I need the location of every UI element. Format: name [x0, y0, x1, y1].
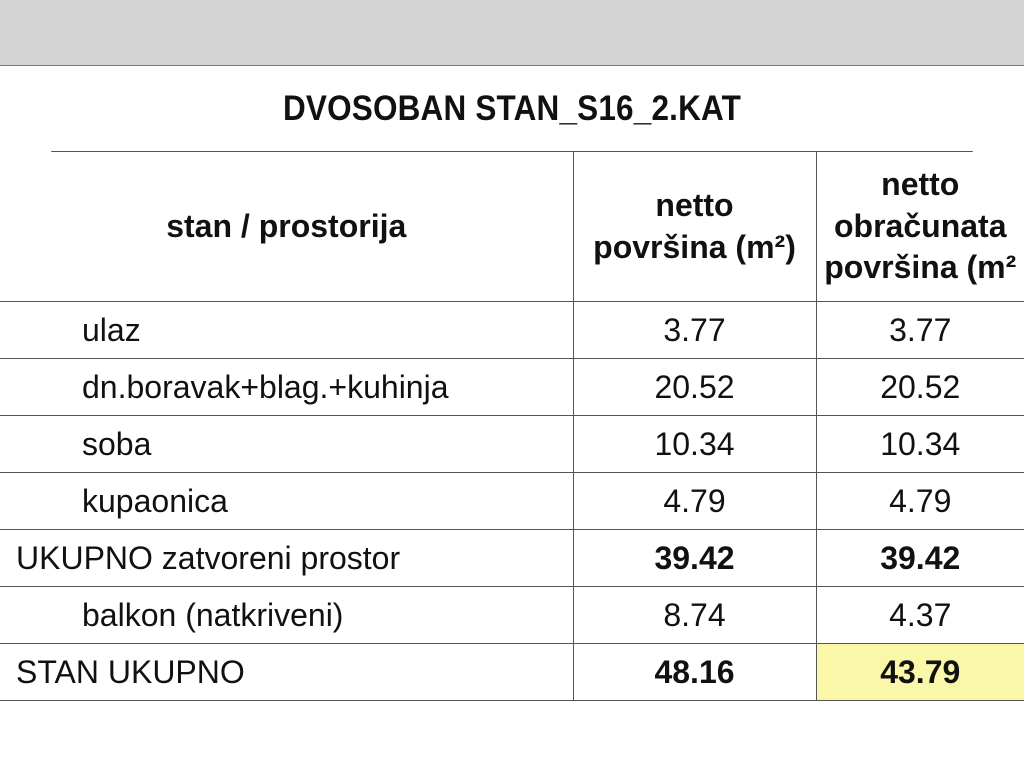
table-row — [0, 473, 1024, 530]
table-row — [0, 302, 1024, 359]
room-label: balkon (natkriveni) — [0, 587, 573, 644]
net-area-value: 3.77 — [573, 302, 816, 359]
total-label: STAN UKUPNO — [0, 644, 573, 701]
net-calc-area-value: 20.52 — [816, 359, 1024, 416]
table-row — [0, 416, 1024, 473]
room-label: ulaz — [0, 302, 573, 359]
net-calc-area-value: 4.37 — [816, 587, 1024, 644]
net-area-value: 20.52 — [573, 359, 816, 416]
area-sheet — [0, 66, 1024, 768]
header-net-area-line-1: netto — [655, 186, 734, 223]
subtotal-net-area: 39.42 — [573, 530, 816, 587]
header-net-area — [573, 152, 816, 302]
header-net-calc-area-line-3: površina (m² — [824, 249, 1017, 286]
header-net-calc-area — [816, 152, 1024, 302]
table-header-row — [0, 152, 1024, 302]
net-calc-area-value: 10.34 — [816, 416, 1024, 473]
total-net-calc-area: 43.79 — [816, 644, 1024, 701]
header-room-label: stan / prostorija — [166, 207, 407, 244]
header-room — [0, 152, 573, 302]
table-row — [0, 359, 1024, 416]
net-calc-area-value: 3.77 — [816, 302, 1024, 359]
area-table — [0, 152, 1024, 701]
header-net-calc-area-line-1: netto — [881, 166, 960, 203]
subtotal-label: UKUPNO zatvoreni prostor — [0, 530, 573, 587]
apartment-title: DVOSOBAN STAN_S16_2.KAT — [51, 66, 973, 152]
header-net-area-line-2: površina (m²) — [593, 228, 796, 265]
room-label: soba — [0, 416, 573, 473]
subtotal-row — [0, 530, 1024, 587]
net-area-value: 4.79 — [573, 473, 816, 530]
header-net-calc-area-line-2: obračunata — [834, 207, 1007, 244]
total-row — [0, 644, 1024, 701]
top-band — [0, 0, 1024, 66]
subtotal-net-calc-area: 39.42 — [816, 530, 1024, 587]
total-net-area: 48.16 — [573, 644, 816, 701]
room-label: dn.boravak+blag.+kuhinja — [0, 359, 573, 416]
room-label: kupaonica — [0, 473, 573, 530]
net-calc-area-value: 4.79 — [816, 473, 1024, 530]
net-area-value: 10.34 — [573, 416, 816, 473]
net-area-value: 8.74 — [573, 587, 816, 644]
table-row — [0, 587, 1024, 644]
